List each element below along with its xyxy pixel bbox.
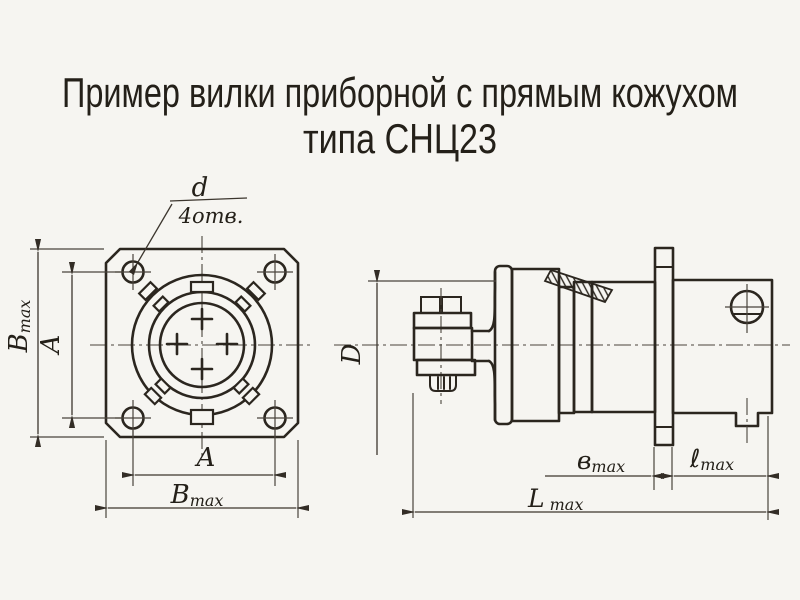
rear-housing-outline <box>673 280 772 426</box>
nut-rear-ring-2 <box>574 282 592 412</box>
bayonet-step-lower-left <box>145 388 161 404</box>
rear-housing <box>673 280 772 446</box>
callout-symbol: d <box>191 173 209 203</box>
key-bump-upper-left <box>154 297 169 312</box>
key-tab-lower-left <box>156 379 171 394</box>
top-keyway <box>191 282 213 292</box>
clamp-body <box>414 328 472 360</box>
clamp-screw-nut-left <box>421 297 440 313</box>
title-line-1: Пример вилки приборной с прямым кожухом <box>62 69 738 116</box>
bayonet-lug-upper-right <box>247 282 265 300</box>
title-line-2: типа СНЦ23 <box>303 115 497 162</box>
dim-label-rear-length: ℓmax <box>689 444 735 474</box>
key-bump-upper-right <box>236 297 251 312</box>
dim-label-height: Вmax <box>4 299 34 353</box>
neck-taper <box>472 272 495 420</box>
nut-hatched-chamfer <box>545 270 612 302</box>
bottom-lug <box>191 410 213 424</box>
callout-holes-count: 4отв. <box>178 204 244 228</box>
clamp-bottom-plate <box>417 360 475 375</box>
front-view <box>4 173 314 518</box>
dim-label-hole-pitch-h: А <box>196 443 216 473</box>
callout-leader <box>138 204 172 262</box>
dim-label-front-length: вmax <box>576 446 626 476</box>
dim-label-hole-pitch-v: А <box>36 334 66 354</box>
key-tab-lower-right <box>234 379 249 394</box>
nut-rear-ring-1 <box>559 287 574 413</box>
side-view <box>334 248 790 520</box>
dim-label-width: Вmax <box>170 480 224 510</box>
flange-plate-side <box>655 248 673 445</box>
cable-clamp <box>414 288 475 404</box>
dim-label-total-length: Lmax <box>528 484 584 514</box>
clamp-top-plate <box>414 313 471 328</box>
front-dimensions-bottom <box>106 430 298 518</box>
bayonet-step-lower-right <box>243 388 259 404</box>
title-block <box>62 69 738 162</box>
dim-label-diameter: D <box>337 343 367 365</box>
bayonet-lug-upper-left <box>139 282 157 300</box>
clamp-screw-nut-right <box>442 297 461 313</box>
